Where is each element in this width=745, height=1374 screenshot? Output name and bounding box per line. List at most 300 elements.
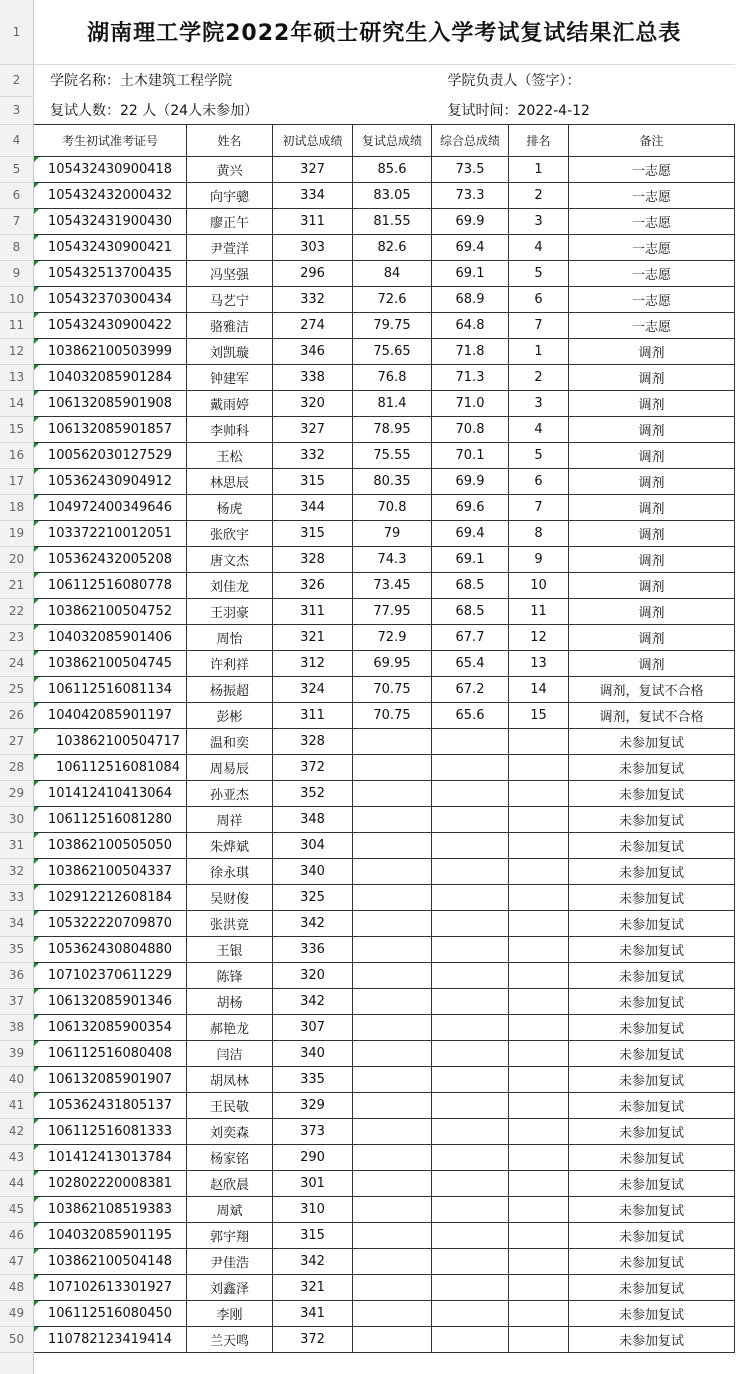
cell-retest-score[interactable] (353, 754, 432, 780)
cell-name[interactable]: 彭彬 (187, 702, 273, 728)
cell-initial-score[interactable]: 311 (273, 208, 353, 234)
cell-initial-score[interactable]: 327 (273, 156, 353, 182)
cell-exam-id[interactable]: 106112516080450 (34, 1300, 187, 1326)
cell-name[interactable]: 李帅科 (187, 416, 273, 442)
cell-retest-score[interactable]: 81.4 (353, 390, 432, 416)
cell-total-score[interactable]: 68.5 (432, 572, 509, 598)
cell-initial-score[interactable]: 372 (273, 754, 353, 780)
cell-total-score[interactable]: 73.3 (432, 182, 509, 208)
cell-total-score[interactable] (432, 1300, 509, 1326)
cell-exam-id[interactable]: 106112516081134 (34, 676, 187, 702)
cell-name[interactable]: 刘鑫泽 (187, 1274, 273, 1300)
cell-name[interactable]: 孙亚杰 (187, 780, 273, 806)
cell-exam-id[interactable]: 101412410413064 (34, 780, 187, 806)
cell-name[interactable]: 徐永琪 (187, 858, 273, 884)
cell-total-score[interactable]: 69.4 (432, 234, 509, 260)
row-number[interactable]: 32 (0, 858, 34, 884)
row-number[interactable]: 5 (0, 156, 34, 182)
cell-retest-score[interactable] (353, 832, 432, 858)
cell-name[interactable]: 戴雨婷 (187, 390, 273, 416)
row-number[interactable]: 47 (0, 1248, 34, 1274)
row-number[interactable]: 18 (0, 494, 34, 520)
cell-total-score[interactable]: 67.2 (432, 676, 509, 702)
row-number[interactable]: 41 (0, 1092, 34, 1118)
cell-total-score[interactable]: 64.8 (432, 312, 509, 338)
cell-exam-id[interactable]: 103862108519383 (34, 1196, 187, 1222)
cell-retest-score[interactable] (353, 1040, 432, 1066)
cell-exam-id[interactable]: 103372210012051 (34, 520, 187, 546)
row-number[interactable]: 38 (0, 1014, 34, 1040)
cell-remark[interactable]: 调剂，复试不合格 (569, 702, 735, 728)
row-number[interactable]: 25 (0, 676, 34, 702)
cell-name[interactable]: 郝艳龙 (187, 1014, 273, 1040)
cell-initial-score[interactable]: 335 (273, 1066, 353, 1092)
cell-name[interactable]: 钟建军 (187, 364, 273, 390)
cell-rank[interactable] (509, 988, 569, 1014)
row-number[interactable]: 36 (0, 962, 34, 988)
cell-exam-id[interactable]: 106132085900354 (34, 1014, 187, 1040)
cell-rank[interactable]: 4 (509, 234, 569, 260)
cell-retest-score[interactable]: 80.35 (353, 468, 432, 494)
cell-initial-score[interactable]: 340 (273, 858, 353, 884)
responsible-signature-cell[interactable]: 学院负责人（签字）： (447, 73, 581, 90)
cell-retest-score[interactable] (353, 858, 432, 884)
cell-total-score[interactable] (432, 1326, 509, 1352)
cell-initial-score[interactable]: 348 (273, 806, 353, 832)
cell-total-score[interactable] (432, 832, 509, 858)
cell-retest-score[interactable] (353, 1222, 432, 1248)
row-number[interactable]: 42 (0, 1118, 34, 1144)
cell-remark[interactable]: 调剂 (569, 598, 735, 624)
cell-retest-score[interactable]: 70.8 (353, 494, 432, 520)
cell-exam-id[interactable]: 103862100504337 (34, 858, 187, 884)
row-number[interactable]: 44 (0, 1170, 34, 1196)
cell-retest-score[interactable] (353, 1248, 432, 1274)
cell-remark[interactable]: 未参加复试 (569, 806, 735, 832)
row-number[interactable]: 39 (0, 1040, 34, 1066)
row-number[interactable]: 7 (0, 208, 34, 234)
row-number[interactable]: 33 (0, 884, 34, 910)
row-number[interactable]: 4 (0, 124, 34, 156)
cell-name[interactable]: 杨振超 (187, 676, 273, 702)
cell-name[interactable]: 杨家铭 (187, 1144, 273, 1170)
cell-name[interactable]: 郭宇翔 (187, 1222, 273, 1248)
cell-name[interactable]: 向宇骢 (187, 182, 273, 208)
cell-rank[interactable] (509, 936, 569, 962)
cell-initial-score[interactable]: 324 (273, 676, 353, 702)
cell-rank[interactable]: 2 (509, 182, 569, 208)
cell-remark[interactable]: 未参加复试 (569, 780, 735, 806)
row-number[interactable]: 46 (0, 1222, 34, 1248)
cell-rank[interactable]: 4 (509, 416, 569, 442)
cell-retest-score[interactable] (353, 936, 432, 962)
header-rank[interactable]: 排名 (509, 124, 569, 156)
cell-remark[interactable]: 未参加复试 (569, 910, 735, 936)
cell-remark[interactable]: 未参加复试 (569, 1326, 735, 1352)
cell-initial-score[interactable]: 328 (273, 546, 353, 572)
cell-rank[interactable]: 9 (509, 546, 569, 572)
cell-initial-score[interactable]: 332 (273, 442, 353, 468)
cell-remark[interactable]: 未参加复试 (569, 962, 735, 988)
row-number[interactable]: 35 (0, 936, 34, 962)
cell-retest-score[interactable]: 73.45 (353, 572, 432, 598)
cell-total-score[interactable] (432, 1196, 509, 1222)
cell-remark[interactable]: 未参加复试 (569, 728, 735, 754)
row-number[interactable]: 20 (0, 546, 34, 572)
cell-remark[interactable]: 一志愿 (569, 182, 735, 208)
cell-total-score[interactable]: 65.4 (432, 650, 509, 676)
cell-remark[interactable]: 调剂 (569, 416, 735, 442)
cell-name[interactable]: 王羽豪 (187, 598, 273, 624)
cell-total-score[interactable]: 71.0 (432, 390, 509, 416)
cell-rank[interactable] (509, 1300, 569, 1326)
cell-name[interactable]: 尹萱洋 (187, 234, 273, 260)
cell-name[interactable]: 廖正午 (187, 208, 273, 234)
cell-rank[interactable] (509, 858, 569, 884)
cell-remark[interactable]: 未参加复试 (569, 858, 735, 884)
cell-rank[interactable] (509, 1222, 569, 1248)
cell-exam-id[interactable]: 104042085901197 (34, 702, 187, 728)
cell-rank[interactable]: 10 (509, 572, 569, 598)
row-number[interactable]: 11 (0, 312, 34, 338)
cell-rank[interactable] (509, 1170, 569, 1196)
cell-total-score[interactable] (432, 1170, 509, 1196)
cell-name[interactable]: 林思辰 (187, 468, 273, 494)
cell-name[interactable]: 陈锋 (187, 962, 273, 988)
row-number[interactable]: 50 (0, 1326, 34, 1352)
row-number[interactable]: 15 (0, 416, 34, 442)
cell-initial-score[interactable]: 312 (273, 650, 353, 676)
cell-exam-id[interactable]: 104032085901406 (34, 624, 187, 650)
cell-retest-score[interactable]: 74.3 (353, 546, 432, 572)
cell-rank[interactable] (509, 1248, 569, 1274)
cell-retest-score[interactable] (353, 1170, 432, 1196)
cell-remark[interactable]: 未参加复试 (569, 988, 735, 1014)
cell-rank[interactable] (509, 754, 569, 780)
row-number[interactable]: 31 (0, 832, 34, 858)
row-number[interactable]: 19 (0, 520, 34, 546)
cell-initial-score[interactable]: 290 (273, 1144, 353, 1170)
cell-retest-score[interactable] (353, 884, 432, 910)
cell-rank[interactable]: 7 (509, 312, 569, 338)
cell-initial-score[interactable]: 310 (273, 1196, 353, 1222)
cell-exam-id[interactable]: 105362430904912 (34, 468, 187, 494)
cell-initial-score[interactable]: 301 (273, 1170, 353, 1196)
row-number[interactable]: 43 (0, 1144, 34, 1170)
college-name-cell[interactable]: 学院名称：土木建筑工程学院 (50, 73, 232, 90)
cell-initial-score[interactable]: 332 (273, 286, 353, 312)
cell-total-score[interactable]: 69.1 (432, 546, 509, 572)
cell-rank[interactable] (509, 884, 569, 910)
cell-remark[interactable]: 一志愿 (569, 286, 735, 312)
cell-exam-id[interactable]: 106112516080408 (34, 1040, 187, 1066)
cell-initial-score[interactable]: 342 (273, 988, 353, 1014)
cell-initial-score[interactable]: 321 (273, 1274, 353, 1300)
cell-initial-score[interactable]: 315 (273, 468, 353, 494)
cell-name[interactable]: 刘佳龙 (187, 572, 273, 598)
cell-initial-score[interactable]: 329 (273, 1092, 353, 1118)
row-number[interactable]: 1 (0, 0, 34, 64)
cell-retest-score[interactable] (353, 780, 432, 806)
row-number[interactable]: 17 (0, 468, 34, 494)
cell-remark[interactable]: 未参加复试 (569, 1248, 735, 1274)
row-number[interactable]: 13 (0, 364, 34, 390)
cell-exam-id[interactable]: 103862100504745 (34, 650, 187, 676)
page-title[interactable]: 湖南理工学院2022年硕士研究生入学考试复试结果汇总表 (34, 0, 735, 64)
cell-remark[interactable]: 调剂，复试不合格 (569, 676, 735, 702)
cell-retest-score[interactable]: 72.6 (353, 286, 432, 312)
cell-rank[interactable] (509, 1014, 569, 1040)
cell-retest-score[interactable]: 78.95 (353, 416, 432, 442)
cell-remark[interactable]: 调剂 (569, 364, 735, 390)
row-number[interactable]: 26 (0, 702, 34, 728)
cell-name[interactable]: 骆雅洁 (187, 312, 273, 338)
cell-exam-id[interactable]: 103862100504752 (34, 598, 187, 624)
cell-retest-score[interactable]: 77.95 (353, 598, 432, 624)
cell-rank[interactable]: 2 (509, 364, 569, 390)
row-number[interactable]: 14 (0, 390, 34, 416)
cell-name[interactable]: 张欣宇 (187, 520, 273, 546)
cell-exam-id[interactable]: 105432431900430 (34, 208, 187, 234)
cell-exam-id[interactable]: 105432430900421 (34, 234, 187, 260)
cell-exam-id[interactable]: 107102613301927 (34, 1274, 187, 1300)
cell-initial-score[interactable]: 373 (273, 1118, 353, 1144)
cell-total-score[interactable]: 69.6 (432, 494, 509, 520)
cell-total-score[interactable] (432, 1144, 509, 1170)
cell-retest-score[interactable]: 81.55 (353, 208, 432, 234)
cell-remark[interactable]: 一志愿 (569, 260, 735, 286)
cell-initial-score[interactable]: 340 (273, 1040, 353, 1066)
cell-rank[interactable]: 15 (509, 702, 569, 728)
cell-remark[interactable]: 未参加复试 (569, 1118, 735, 1144)
cell-total-score[interactable] (432, 1274, 509, 1300)
cell-total-score[interactable] (432, 780, 509, 806)
cell-total-score[interactable] (432, 1118, 509, 1144)
row-number[interactable]: 3 (0, 96, 34, 124)
cell-total-score[interactable] (432, 910, 509, 936)
cell-retest-score[interactable] (353, 1196, 432, 1222)
cell-rank[interactable]: 3 (509, 390, 569, 416)
cell-retest-score[interactable] (353, 1118, 432, 1144)
cell-remark[interactable]: 调剂 (569, 390, 735, 416)
cell-rank[interactable] (509, 910, 569, 936)
cell-name[interactable]: 刘奕森 (187, 1118, 273, 1144)
cell-total-score[interactable]: 70.1 (432, 442, 509, 468)
header-initial-score[interactable]: 初试总成绩 (273, 124, 353, 156)
cell-exam-id[interactable]: 102912212608184 (34, 884, 187, 910)
row-number[interactable]: 10 (0, 286, 34, 312)
cell-total-score[interactable]: 68.5 (432, 598, 509, 624)
exam-date-cell[interactable]: 复试时间：2022-4-12 (447, 102, 590, 119)
cell-exam-id[interactable]: 106112516081280 (34, 806, 187, 832)
cell-rank[interactable] (509, 1274, 569, 1300)
cell-retest-score[interactable]: 75.55 (353, 442, 432, 468)
cell-initial-score[interactable]: 326 (273, 572, 353, 598)
cell-remark[interactable]: 未参加复试 (569, 1144, 735, 1170)
cell-rank[interactable] (509, 1066, 569, 1092)
cell-total-score[interactable]: 69.4 (432, 520, 509, 546)
cell-initial-score[interactable]: 296 (273, 260, 353, 286)
cell-exam-id[interactable]: 105432430900422 (34, 312, 187, 338)
cell-initial-score[interactable]: 274 (273, 312, 353, 338)
cell-total-score[interactable]: 69.9 (432, 208, 509, 234)
cell-rank[interactable] (509, 1040, 569, 1066)
cell-initial-score[interactable]: 328 (273, 728, 353, 754)
cell-retest-score[interactable] (353, 910, 432, 936)
cell-total-score[interactable] (432, 1014, 509, 1040)
row-number[interactable]: 16 (0, 442, 34, 468)
cell-rank[interactable]: 6 (509, 468, 569, 494)
cell-total-score[interactable]: 69.9 (432, 468, 509, 494)
cell-exam-id[interactable]: 106132085901908 (34, 390, 187, 416)
cell-rank[interactable]: 13 (509, 650, 569, 676)
cell-rank[interactable] (509, 728, 569, 754)
cell-name[interactable]: 周斌 (187, 1196, 273, 1222)
cell-name[interactable]: 唐文杰 (187, 546, 273, 572)
cell-total-score[interactable] (432, 1248, 509, 1274)
cell-initial-score[interactable]: 372 (273, 1326, 353, 1352)
cell-total-score[interactable] (432, 962, 509, 988)
cell-name[interactable]: 黄兴 (187, 156, 273, 182)
cell-remark[interactable]: 一志愿 (569, 156, 735, 182)
cell-rank[interactable]: 7 (509, 494, 569, 520)
cell-retest-score[interactable]: 75.65 (353, 338, 432, 364)
row-number[interactable]: 37 (0, 988, 34, 1014)
cell-exam-id[interactable]: 105432430900418 (34, 156, 187, 182)
cell-rank[interactable]: 6 (509, 286, 569, 312)
header-retest-score[interactable]: 复试总成绩 (353, 124, 432, 156)
row-number[interactable]: 28 (0, 754, 34, 780)
cell-rank[interactable]: 1 (509, 338, 569, 364)
cell-exam-id[interactable]: 106132085901857 (34, 416, 187, 442)
cell-remark[interactable]: 调剂 (569, 338, 735, 364)
cell-exam-id[interactable]: 106132085901907 (34, 1066, 187, 1092)
cell-initial-score[interactable]: 321 (273, 624, 353, 650)
cell-retest-score[interactable] (353, 988, 432, 1014)
cell-remark[interactable]: 调剂 (569, 624, 735, 650)
cell-name[interactable]: 闫洁 (187, 1040, 273, 1066)
cell-retest-score[interactable] (353, 1014, 432, 1040)
cell-exam-id[interactable]: 105432370300434 (34, 286, 187, 312)
cell-exam-id[interactable]: 104032085901195 (34, 1222, 187, 1248)
cell-name[interactable]: 李刚 (187, 1300, 273, 1326)
cell-retest-score[interactable] (353, 806, 432, 832)
cell-exam-id[interactable]: 105322220709870 (34, 910, 187, 936)
cell-initial-score[interactable]: 303 (273, 234, 353, 260)
cell-retest-score[interactable] (353, 1300, 432, 1326)
header-total-score[interactable]: 综合总成绩 (432, 124, 509, 156)
header-name[interactable]: 姓名 (187, 124, 273, 156)
cell-exam-id[interactable]: 103862100504148 (34, 1248, 187, 1274)
cell-rank[interactable]: 14 (509, 676, 569, 702)
row-number[interactable]: 40 (0, 1066, 34, 1092)
cell-remark[interactable]: 未参加复试 (569, 936, 735, 962)
cell-exam-id[interactable]: 106132085901346 (34, 988, 187, 1014)
cell-rank[interactable] (509, 1144, 569, 1170)
cell-name[interactable]: 赵欣晨 (187, 1170, 273, 1196)
header-remark[interactable]: 备注 (569, 124, 735, 156)
cell-retest-score[interactable]: 82.6 (353, 234, 432, 260)
cell-remark[interactable]: 调剂 (569, 520, 735, 546)
cell-remark[interactable]: 调剂 (569, 572, 735, 598)
cell-exam-id[interactable]: 105432432000432 (34, 182, 187, 208)
exam-count-cell[interactable]: 复试人数：22 人（24人未参加） (50, 102, 259, 119)
cell-retest-score[interactable]: 79.75 (353, 312, 432, 338)
cell-total-score[interactable] (432, 754, 509, 780)
cell-remark[interactable]: 未参加复试 (569, 832, 735, 858)
cell-exam-id[interactable]: 106112516081084 (34, 754, 187, 780)
cell-total-score[interactable] (432, 858, 509, 884)
cell-remark[interactable]: 调剂 (569, 442, 735, 468)
cell-exam-id[interactable]: 101412413013784 (34, 1144, 187, 1170)
cell-name[interactable]: 胡凤林 (187, 1066, 273, 1092)
cell-retest-score[interactable]: 84 (353, 260, 432, 286)
cell-initial-score[interactable]: 352 (273, 780, 353, 806)
cell-retest-score[interactable] (353, 962, 432, 988)
cell-remark[interactable]: 调剂 (569, 494, 735, 520)
cell-total-score[interactable] (432, 1040, 509, 1066)
cell-name[interactable]: 温和奕 (187, 728, 273, 754)
cell-remark[interactable]: 未参加复试 (569, 884, 735, 910)
cell-name[interactable]: 王银 (187, 936, 273, 962)
cell-initial-score[interactable]: 304 (273, 832, 353, 858)
cell-initial-score[interactable]: 320 (273, 962, 353, 988)
row-number[interactable]: 22 (0, 598, 34, 624)
cell-retest-score[interactable]: 79 (353, 520, 432, 546)
cell-remark[interactable]: 未参加复试 (569, 1040, 735, 1066)
cell-exam-id[interactable]: 103862100503999 (34, 338, 187, 364)
cell-total-score[interactable]: 73.5 (432, 156, 509, 182)
cell-remark[interactable]: 未参加复试 (569, 1092, 735, 1118)
cell-remark[interactable]: 未参加复试 (569, 1222, 735, 1248)
cell-rank[interactable] (509, 806, 569, 832)
cell-initial-score[interactable]: 341 (273, 1300, 353, 1326)
cell-initial-score[interactable]: 311 (273, 702, 353, 728)
cell-total-score[interactable] (432, 806, 509, 832)
cell-name[interactable]: 周祥 (187, 806, 273, 832)
cell-total-score[interactable]: 68.9 (432, 286, 509, 312)
cell-exam-id[interactable]: 106112516081333 (34, 1118, 187, 1144)
cell-retest-score[interactable]: 85.6 (353, 156, 432, 182)
cell-exam-id[interactable]: 100562030127529 (34, 442, 187, 468)
row-number[interactable]: 30 (0, 806, 34, 832)
cell-remark[interactable]: 未参加复试 (569, 1196, 735, 1222)
cell-rank[interactable] (509, 962, 569, 988)
cell-total-score[interactable]: 69.1 (432, 260, 509, 286)
row-number[interactable]: 8 (0, 234, 34, 260)
cell-initial-score[interactable]: 320 (273, 390, 353, 416)
cell-remark[interactable]: 一志愿 (569, 208, 735, 234)
cell-remark[interactable]: 未参加复试 (569, 1300, 735, 1326)
row-number[interactable]: 9 (0, 260, 34, 286)
row-number[interactable]: 34 (0, 910, 34, 936)
cell-exam-id[interactable]: 104032085901284 (34, 364, 187, 390)
cell-exam-id[interactable]: 105432513700435 (34, 260, 187, 286)
cell-total-score[interactable] (432, 884, 509, 910)
row-number[interactable]: 49 (0, 1300, 34, 1326)
cell-total-score[interactable] (432, 936, 509, 962)
cell-initial-score[interactable]: 334 (273, 182, 353, 208)
cell-exam-id[interactable]: 106112516080778 (34, 572, 187, 598)
cell-retest-score[interactable]: 83.05 (353, 182, 432, 208)
cell-name[interactable]: 胡杨 (187, 988, 273, 1014)
cell-initial-score[interactable]: 315 (273, 1222, 353, 1248)
cell-rank[interactable] (509, 832, 569, 858)
cell-exam-id[interactable]: 105362431805137 (34, 1092, 187, 1118)
cell-exam-id[interactable]: 105362430804880 (34, 936, 187, 962)
cell-remark[interactable]: 未参加复试 (569, 1170, 735, 1196)
row-number[interactable]: 12 (0, 338, 34, 364)
